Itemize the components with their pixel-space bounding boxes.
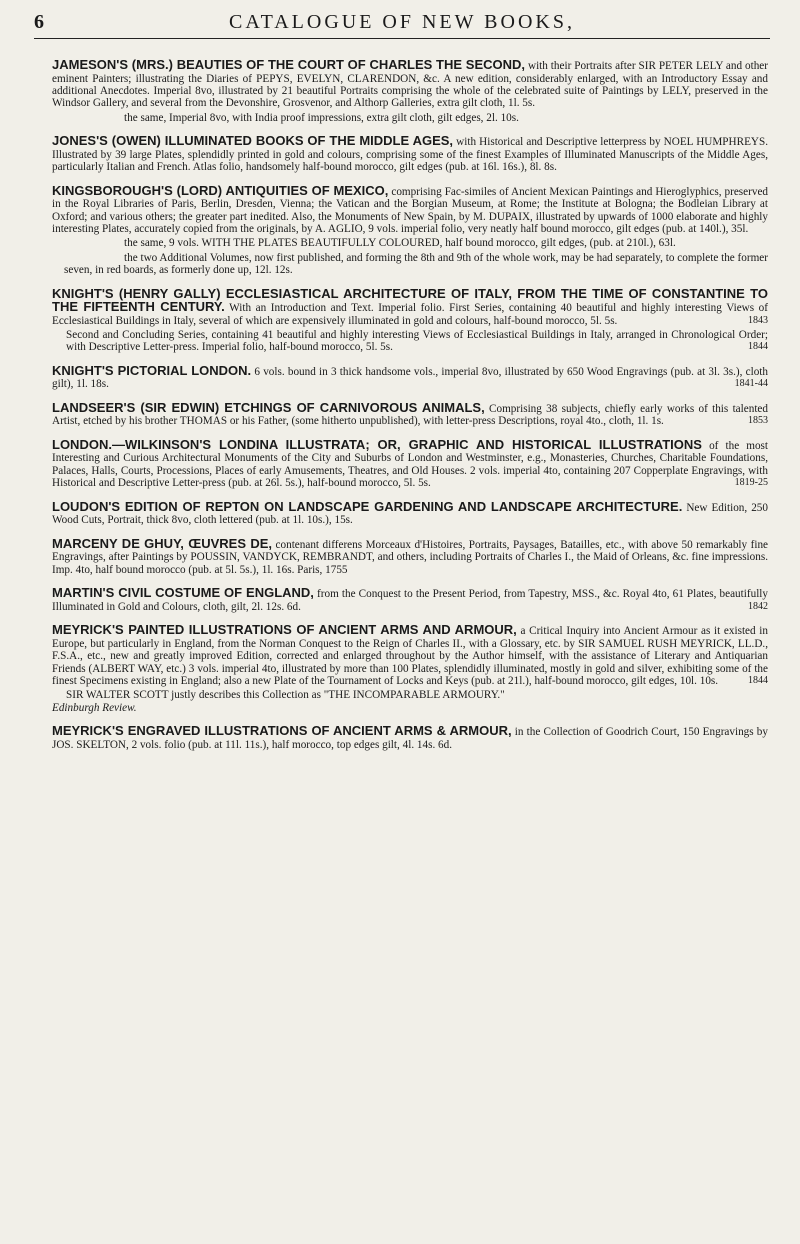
entry-body: 6 vols. bound in 3 thick handsome vols., imperial 8vo, illustrated by 650 Wood Engravings (pub. at 3l. 3s.), cloth gilt), 1l. 18s. (52, 366, 768, 391)
catalogue-entries (52, 48, 768, 758)
catalogue-entry (52, 535, 769, 576)
entry-heading: MARCENY DE GHUY, ŒUVRES DE, (52, 535, 273, 551)
entry-body: in the Collection of Goodrich Court, 150 Engravings by JOS. SKELTON, 2 vols. folio (pub. at 11l. 11s.), half morocco, top edges gilt, 4l. 14s. 6d. (52, 726, 768, 751)
entry-year: 1844 (748, 341, 768, 353)
entry-year: 1819-25 (734, 477, 768, 489)
entry-heading: MEYRICK'S PAINTED ILLUSTRATIONS OF ANCIENT ARMS AND ARMOUR, (52, 622, 517, 638)
entry-heading: KNIGHT'S (HENRY GALLY) ECCLESIASTICAL ARCHITECTURE OF ITALY, FROM THE TIME OF CONSTANTINE TO THE FIFTEENTH CENTURY. (52, 285, 768, 315)
entry-body: comprising Fac-similes of Ancient Mexican Paintings and Hieroglyphics, preserved in the Royal Libraries of Paris, Berlin, Dresden, Vienna; the Vatican and the Borgian Museum, at Rome; the Institute at Bologna; the Bodleian Library at Oxford; and various others; the greater part inedited. Also, the Monuments of New Spain, by M. DUPAIX, illustrated by upwards of 1000 elaborate and highly interesting Plates, accurately copied from the originals, by A. AGLIO, 9 vols. imperial folio, very neatly half bound morocco, gilt edges (pub. at 140l.), 35l. (52, 185, 769, 236)
entry-heading: MARTIN'S CIVIL COSTUME OF ENGLAND, (52, 585, 314, 601)
entry-body: With an Introduction and Text. Imperial folio. First Series, containing 40 beautiful and highly interesting Views of Ecclesiastical Buildings in Italy, several of which are expensively illuminated in gold and colours, half-bound morocco, 5l. 5s. (52, 302, 768, 327)
catalogue-entry (52, 725, 768, 751)
running-title: CATALOGUE OF NEW BOOKS, (229, 11, 575, 33)
entry-year: 1841-44 (734, 378, 768, 390)
entry-body: contenant differens Morceaux d'Histoires, Portraits, Paysages, Batailles, etc., with above 50 remarkably fine Engravings, after Paintings by POUSSIN, VANDYCK, REMBRANDT, and others, including Portraits of Charles I., the Maid of Orleans, &c. fine impressions. Imp. 4to, half bound morocco (pub. at 5l. 5s.), 1l. 16s. Paris, 1755 (52, 538, 769, 576)
entry-variant: the same, Imperial 8vo, with India proof impressions, extra gilt cloth, gilt edges, 2l. 10s. (124, 111, 519, 124)
entry-body: New Edition, 250 Wood Cuts, Portrait, thick 8vo, cloth lettered (pub. at 1l. 10s.), 15s. (52, 501, 768, 527)
entry-year: 1844 (748, 674, 768, 686)
page-header (34, 4, 770, 39)
entry-quote: SIR WALTER SCOTT justly describes this Collection as "THE INCOMPARABLE ARMOURY." (66, 689, 505, 702)
entry-heading: LOUDON'S EDITION OF REPTON ON LANDSCAPE GARDENING AND LANDSCAPE ARCHITECTURE. (52, 498, 683, 514)
catalogue-entry (52, 182, 769, 277)
page-number: 6 (34, 11, 44, 33)
catalogue-entry (52, 587, 768, 613)
catalogue-entry (52, 439, 768, 490)
catalogue-entry (52, 59, 768, 124)
catalogue-entry (52, 365, 768, 391)
entry-body: from the Conquest to the Present Period, from Tapestry, MSS., &c. Royal 4to, 61 Plates, beautifully Illuminated in Gold and Colours, cloth, gilt, 2l. 12s. 6d. (52, 588, 768, 613)
catalogue-entry (52, 135, 768, 173)
entry-heading: MEYRICK'S ENGRAVED ILLUSTRATIONS OF ANCIENT ARMS & ARMOUR, (52, 723, 512, 739)
entry-body: of the most Interesting and Curious Architectural Monuments of the City and Suburbs of London and Westminster, e.g., Monasteries, Churches, Charitable Foundations, Palaces, Halls, Courts, Processions, Places of early Amusements, Theatres, and Old Houses. 2 vols. imperial 4to, containing 207 Copperplate Engravings, with Historical and Descriptive Letter-press (pub. at 26l. 5s.), half-bound morocco, 5l. 5s. (52, 440, 769, 490)
entry-quote-source: Edinburgh Review. (52, 701, 137, 714)
entry-heading: LONDON.—WILKINSON'S LONDINA ILLUSTRATA; OR, GRAPHIC AND HISTORICAL ILLUSTRATIONS (52, 437, 702, 453)
entry-body: a Critical Inquiry into Ancient Armour as it existed in Europe, but particularly in England, from the Norman Conquest to the Reign of Charles II., with a Glossary, etc. by SIR SAMUEL RUSH MEYRICK, LL.D., F.S.A., etc., new and greatly improved Edition, corrected and enlarged throughout by the Author himself, with the assistance of Literary and Antiquarian Friends (ALBERT WAY, etc.) 3 vols. imperial 4to, illustrated by more than 100 Plates, splendidly illuminated, mostly in gold and silver, exhibiting some of the finest Specimens existing in England; also a new Plate of the Tournament of Locks and Keys (pub. at 21l.), half-bound morocco, gilt edges, 10l. 10s. (52, 625, 769, 687)
entry-heading: LANDSEER'S (SIR EDWIN) ETCHINGS OF CARNIVOROUS ANIMALS, (52, 400, 485, 416)
entry-heading: JONES'S (OWEN) ILLUMINATED BOOKS OF THE MIDDLE AGES, (52, 133, 454, 149)
entry-heading: KINGSBOROUGH'S (LORD) ANTIQUITIES OF MEXICO, (52, 182, 389, 198)
entry-year: 1853 (748, 415, 768, 427)
entry-heading: JAMESON'S (MRS.) BEAUTIES OF THE COURT OF CHARLES THE SECOND, (52, 57, 526, 73)
entry-body: with their Portraits after SIR PETER LELY and other eminent Painters; illustrating the Diaries of PEPYS, EVELYN, CLARENDON, &c. A new edition, considerably enlarged, with an Introductory Essay and additional Anecdotes. Imperial 8vo, illustrated by 21 beautiful Portraits comprising the whole of the celebrated suite of Paintings by LELY, preserved in the Windsor Gallery, and several from the Devonshire, Grosvenor, and Althorp Galleries, extra gilt cloth, 1l. 5s. (52, 60, 768, 110)
entry-variant: the two Additional Volumes, now first published, and forming the 8th and 9th of the whole work, may be had separately, to complete the former seven, in red boards, as formerly done up, 12l. 12s. (64, 251, 768, 277)
catalogue-entry (52, 402, 768, 428)
catalogue-entry (52, 624, 768, 714)
entry-variant: the same, 9 vols. WITH THE PLATES BEAUTIFULLY COLOURED, half bound morocco, gilt edges, (pub. at 210l.), 63l. (124, 237, 676, 250)
entry-year: 1842 (748, 600, 768, 612)
catalogue-entry (52, 498, 768, 527)
entry-year: 1843 (748, 314, 768, 326)
entry-heading: KNIGHT'S PICTORIAL LONDON. (52, 363, 252, 379)
catalogue-entry (52, 285, 768, 354)
entry-body: Comprising 38 subjects, chiefly early works of this talented Artist, etched by his brother THOMAS or his Father, (some hitherto unpublished), with letter-press Descriptions, royal 4to., cloth, 1l. 1s. (52, 403, 768, 428)
entry-body: with Historical and Descriptive letterpress by NOEL HUMPHREYS. Illustrated by 39 large Plates, splendidly printed in gold and colours, comprising some of the finest Examples of Illuminated Manuscripts of the Middle Ages, particularly Italian and French. Atlas folio, handsomely half-bound morocco, gilt edges (pub. at 16l. 16s.), 8l. 8s. (52, 136, 768, 174)
entry-variant (52, 329, 768, 354)
entry-variant-text: Second and Concluding Series, containing 41 beautiful and highly interesting Views of Ecclesiastical Buildings in Italy, arranged in Chronological Order; with Descriptive Letter-press. Imperial folio, half-bound morocco, 5l. 5s. (66, 329, 768, 354)
